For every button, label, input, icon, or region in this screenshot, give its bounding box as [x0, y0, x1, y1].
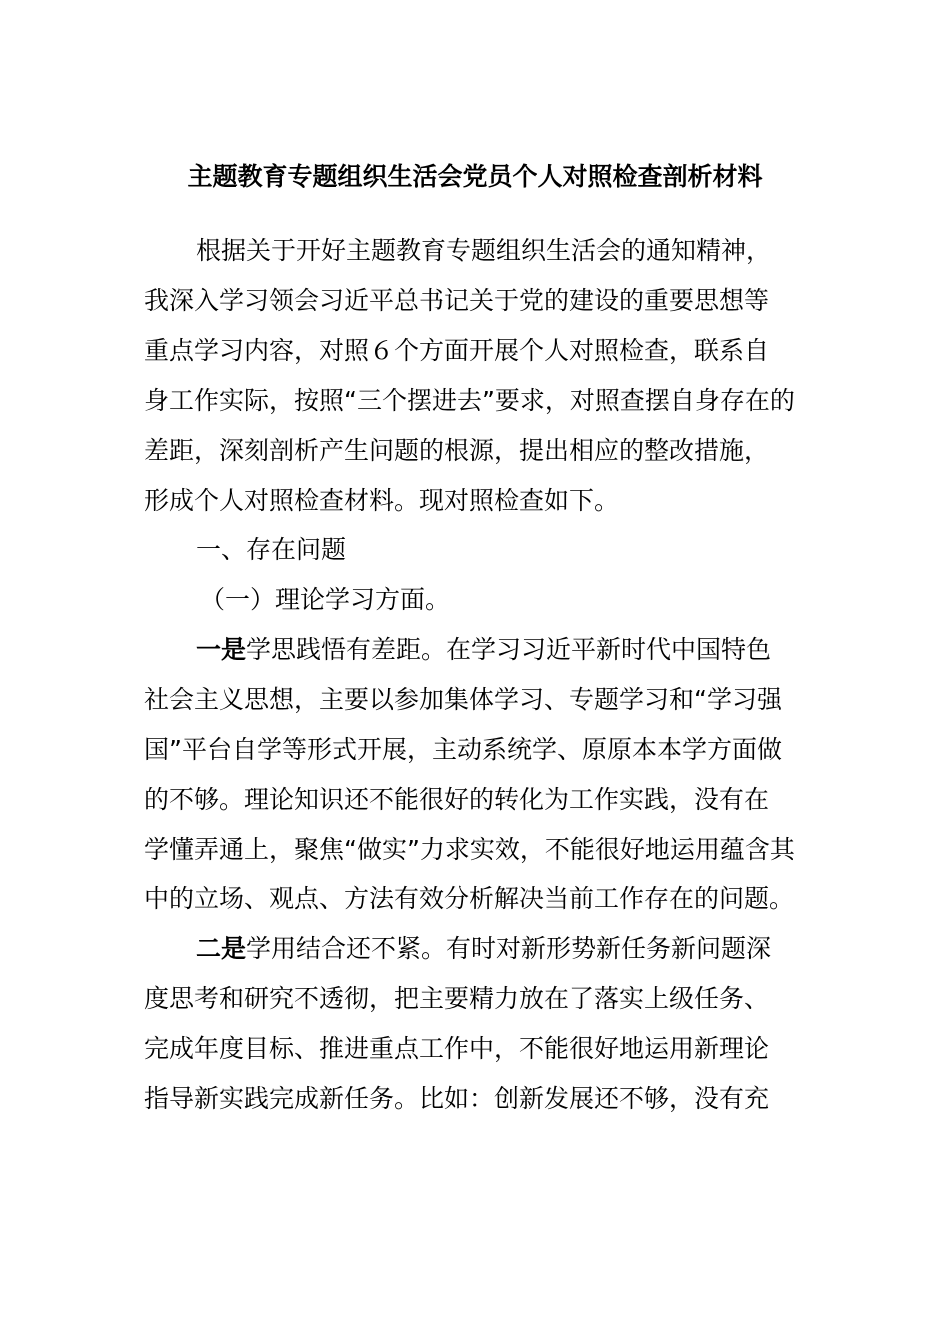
- intro-line-3: 重点学习内容，对照６个方面开展个人对照检查，联系自: [144, 336, 770, 365]
- point1-first-text: 学思践悟有差距。在学习习近平新时代中国特色: [246, 635, 772, 664]
- point1-first-line: [196, 632, 771, 668]
- point1-line-6: 中的立场、观点、方法有效分析解决当前工作存在的问题。: [144, 884, 795, 913]
- point2-line-4: 指导新实践完成新任务。比如：创新发展还不够，没有充: [144, 1084, 770, 1113]
- subsection-heading: （一）理论学习方面。: [200, 585, 451, 614]
- point1-line-2: 社会主义思想，主要以参加集体学习、专题学习和“学习强: [144, 685, 782, 714]
- point1-line-5: 学懂弄通上，聚焦“做实”力求实效，不能很好地运用蕴含其: [144, 835, 795, 864]
- point1-line-4: 的不够。理论知识还不能很好的转化为工作实践，没有在: [144, 785, 770, 814]
- document-title: 主题教育专题组织生活会党员个人对照检查剖析材料: [187, 162, 763, 191]
- intro-line-6: 形成个人对照检查材料。现对照检查如下。: [144, 486, 620, 515]
- point2-lead: 二是: [196, 934, 247, 963]
- point2-line-3: 完成年度目标、推进重点工作中，不能很好地运用新理论: [144, 1034, 770, 1063]
- intro-line-5: 差距，深刻剖析产生问题的根源，提出相应的整改措施，: [144, 436, 770, 465]
- section-heading: 一、存在问题: [196, 535, 347, 564]
- intro-line-4: 身工作实际，按照“三个摆进去”要求，对照查摆自身存在的: [144, 386, 795, 415]
- intro-line-2: 我深入学习领会习近平总书记关于党的建设的重要思想等: [144, 286, 770, 315]
- point2-first-line: [196, 931, 771, 967]
- point2-line-2: 度思考和研究不透彻，把主要精力放在了落实上级任务、: [144, 984, 770, 1013]
- point1-lead: 一是: [196, 635, 247, 664]
- point1-line-3: 国”平台自学等形式开展，主动系统学、原原本本学方面做: [144, 735, 782, 764]
- point2-first-text: 学用结合还不紧。有时对新形势新任务新问题深: [246, 934, 772, 963]
- intro-line-1: 根据关于开好主题教育专题组织生活会的通知精神，: [196, 236, 772, 265]
